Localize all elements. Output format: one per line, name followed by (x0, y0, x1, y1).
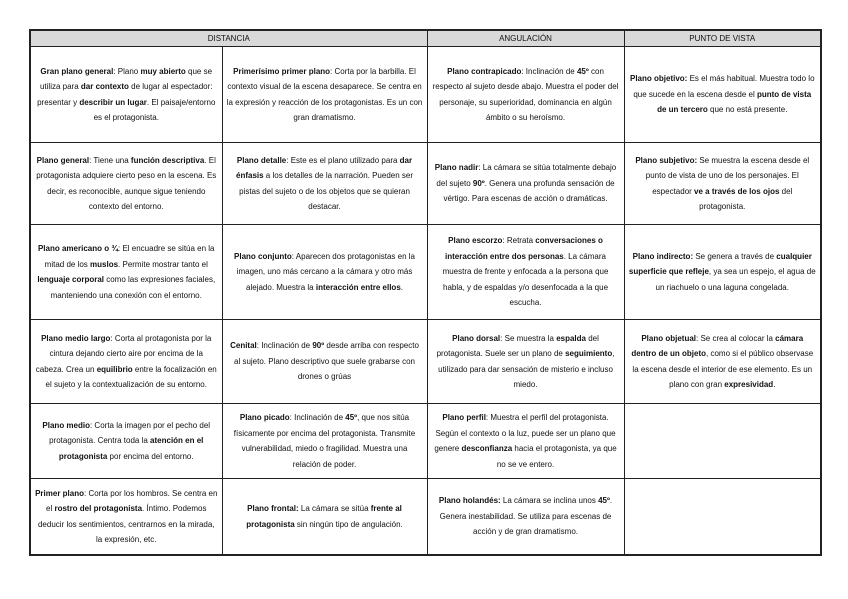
table-cell (222, 143, 427, 225)
cell-text: . Genera una profunda sensación de vértigo. Para escenas de acción o dramáticas. (443, 178, 615, 204)
cell-text: : Se crea al colocar la (696, 333, 776, 343)
cell-text: . (773, 380, 776, 389)
cell-bold-text: espalda (556, 333, 586, 343)
cell-bold-text: interacción entre ellos (315, 282, 401, 292)
cell-bold-text: Plano americano o ¾ (37, 244, 118, 253)
cell-bold-text: rostro del protagonista (54, 504, 143, 513)
table-row (30, 47, 821, 143)
cell-bold-text: ve a través de los ojos (694, 186, 780, 196)
table-cell (222, 225, 427, 320)
cell-bold-text: seguimiento (565, 349, 613, 358)
cell-text: del protagonista. (699, 186, 793, 211)
cell-bold-text: Plano detalle (236, 155, 287, 165)
cell-text: entre la focalización en el sujeto y la contextualización de su entorno. (45, 364, 217, 389)
table-row (30, 479, 821, 556)
cell-text: . (400, 282, 403, 292)
table-row (30, 320, 821, 404)
cell-bold-text: Cenital (230, 341, 257, 351)
table-cell (427, 143, 624, 225)
cell-bold-text: muy abierto (140, 66, 186, 76)
cell-text: sin ningún tipo de angulación. (294, 519, 403, 529)
cell-text: , como si el público observase la escena desde el interior de ese elemento. Es un plano con gran (632, 349, 814, 389)
cell-bold-text: Plano frontal: (247, 504, 299, 513)
cell-bold-text: describir un lugar (79, 97, 147, 107)
cell-text: Se genera a través de (693, 251, 777, 261)
cell-text: : Corta la imagen por el pecho del protagonista. Centra toda la (49, 420, 211, 446)
cell-bold-text: conversaciones o interacción entre dos personas (445, 236, 603, 261)
table-cell (222, 404, 427, 479)
cell-text: : Este es el plano utilizado para (286, 155, 400, 165)
table-cell (427, 47, 624, 143)
cell-text: . Íntimo. Podemos deducir los sentimientos, centrarnos en la mirada, la expresión, etc. (37, 504, 215, 544)
cell-text: : Inclinación de (256, 341, 313, 351)
cell-bold-text: Plano perfil (442, 413, 486, 422)
table-cell (30, 225, 222, 320)
cell-text: La cámara se inclina unos (500, 496, 599, 506)
header-angulacion: ANGULACIÓN (427, 30, 624, 47)
cell-text: : Retrata (502, 236, 536, 246)
cell-bold-text: 45º (598, 496, 610, 506)
cell-text: . Genera inestabilidad. Se utiliza para escenas de acción y de gran dramatismo. (439, 496, 613, 537)
cell-text: del protagonista. Suele ser un plano de (436, 333, 599, 358)
cell-text: , ya sea un espejo, el agua de un riachuelo o una laguna congelada. (655, 267, 816, 292)
cell-text: que no está presente. (707, 105, 788, 115)
cell-bold-text: Plano conjunto (234, 251, 292, 261)
cell-bold-text: cámara dentro de un objeto (631, 333, 804, 358)
cell-text: : Se muestra la (500, 333, 557, 343)
cell-bold-text: función descriptiva (130, 155, 205, 165)
shot-types-table (29, 29, 822, 556)
table-row (30, 143, 821, 225)
cell-text: . Permite mostrar tanto el (118, 259, 208, 269)
cell-text: : Plano (113, 66, 141, 76)
cell-text: : El encuadre se sitúa en la mitad de los (44, 244, 215, 269)
table-row (30, 225, 821, 320)
table-cell (30, 47, 222, 143)
cell-bold-text: Plano holandés: (438, 496, 501, 506)
cell-bold-text: atención en el protagonista (58, 436, 204, 461)
table-cell (624, 479, 821, 556)
cell-bold-text: expresividad (724, 380, 774, 389)
cell-bold-text: Plano subjetivo: (635, 155, 698, 165)
table-cell (624, 47, 821, 143)
cell-bold-text: 90º (472, 178, 485, 188)
table-cell (222, 479, 427, 556)
cell-text: Es el más habitual. Muestra todo lo que sucede en la escena desde el (633, 74, 815, 99)
cell-text: a los detalles de la narración. Pueden ser pistas del sujeto o de los objetos que se quieran destacar. (239, 171, 414, 211)
cell-bold-text: Plano dorsal (452, 333, 501, 343)
cell-bold-text: frente al protagonista (246, 504, 402, 529)
table-cell (624, 320, 821, 404)
table-cell (30, 320, 222, 404)
cell-bold-text: equilibrio (96, 364, 133, 374)
table-cell (222, 320, 427, 404)
cell-text: desde arriba con respecto al sujeto. Plano descriptivo que suele grabarse con drones o grúas (234, 341, 419, 382)
cell-text: : Inclinación de (521, 66, 577, 76)
cell-bold-text: Plano indirecto: (632, 251, 694, 261)
table-cell (222, 47, 427, 143)
cell-text: La cámara se sitúa (298, 504, 371, 513)
cell-bold-text: Plano general (36, 155, 90, 165)
cell-bold-text: desconfianza (461, 444, 513, 453)
cell-bold-text: lenguaje corporal (37, 275, 104, 284)
cell-text: , utilizado para dar sensación de misterio e incluso miedo. (438, 349, 615, 389)
table-cell (427, 479, 624, 556)
header-distancia: DISTANCIA (30, 30, 427, 47)
cell-text: de lugar al espectador: presentar y (37, 82, 213, 107)
cell-bold-text: Plano escorzo (448, 236, 503, 246)
cell-bold-text: Gran plano general (40, 66, 114, 76)
cell-bold-text: Plano nadir (434, 163, 479, 173)
table-cell (624, 404, 821, 479)
cell-bold-text: Plano contrapicado (447, 66, 522, 76)
table-cell (427, 225, 624, 320)
header-row (30, 30, 821, 47)
cell-text: que se utiliza para (39, 66, 213, 91)
cell-bold-text: Primerísimo primer plano (233, 66, 331, 76)
cell-bold-text: dar contexto (80, 82, 129, 91)
cell-text: : Corta por los hombros. Se centra en el (46, 488, 218, 513)
cell-bold-text: Plano objetual (641, 333, 696, 343)
cell-text: : Corta al protagonista por la cintura dejando cierto aire por encima de la cabeza. Crea un (35, 333, 212, 374)
table-cell (30, 404, 222, 479)
cell-text: . La cámara muestra de frente y enfocada a la persona que habla, y de espaldas y/o desenfocada a la que escucha. (442, 251, 609, 308)
table-cell (624, 143, 821, 225)
cell-bold-text: 90º (312, 341, 325, 351)
cell-text: : Inclinación de (289, 413, 346, 422)
cell-text: : Muestra el perfil del protagonista. Según el contexto o la luz, puede ser un plano que genere (434, 413, 616, 453)
cell-text: hacia el protagonista, ya que no se ve entero. (496, 444, 617, 469)
cell-text: como las expresiones faciales, manteniendo una conexión con el entorno. (50, 275, 216, 300)
cell-bold-text: Primer plano (35, 488, 84, 498)
cell-bold-text: cualquier superficie que refleje (628, 251, 812, 277)
table-cell (30, 479, 222, 556)
cell-bold-text: 45º (345, 413, 358, 422)
table-cell (624, 225, 821, 320)
cell-text: por encima del entorno. (107, 451, 194, 461)
header-punto-de-vista: PUNTO DE VISTA (624, 30, 821, 47)
table-row (30, 404, 821, 479)
cell-text: Se muestra la escena desde el punto de vista de uno de los personajes. El espectador (645, 155, 810, 196)
cell-bold-text: dar énfasis (236, 155, 413, 180)
cell-text: . El paisaje/entorno es el protagonista. (93, 97, 216, 122)
cell-text: . El protagonista adquiere cierto peso en la escena. Es decir, es reconocible, aunque sigue teniendo contexto del entorno. (36, 155, 217, 211)
cell-bold-text: Plano picado (239, 413, 290, 422)
cell-bold-text: punto de vista de un tercero (657, 89, 812, 115)
cell-text: : Corta por la barbilla. El contexto visual de la escena desaparece. Se centra en la expresión y reacción de los protagonistas. Es un con gran dramatismo. (226, 66, 423, 122)
cell-bold-text: 45º (576, 66, 589, 76)
cell-bold-text: Plano medio largo (41, 333, 111, 343)
cell-bold-text: Plano medio (42, 420, 90, 430)
cell-text: , que nos sitúa físicamente por encima del protagonista. Transmite vulnerabilidad, miedo o fragilidad. Muestra una relación de poder. (233, 413, 416, 469)
cell-text: con respecto al sujeto desde abajo. Muestra el poder del personaje, su superioridad, dominancia en algún ámbito o su heroísmo. (432, 66, 619, 122)
cell-text: : Aparecen dos protagonistas en la imagen, uno más cercano a la cámara y otro más alejado. Muestra la (236, 251, 415, 292)
table-cell (30, 143, 222, 225)
table-cell (427, 404, 624, 479)
cell-bold-text: muslos (90, 259, 119, 269)
cell-text: : Tiene una (89, 155, 131, 165)
cell-bold-text: Plano objetivo: (630, 74, 688, 84)
table-cell (427, 320, 624, 404)
cell-text: : La cámara se sitúa totalmente debajo del sujeto (436, 163, 617, 188)
